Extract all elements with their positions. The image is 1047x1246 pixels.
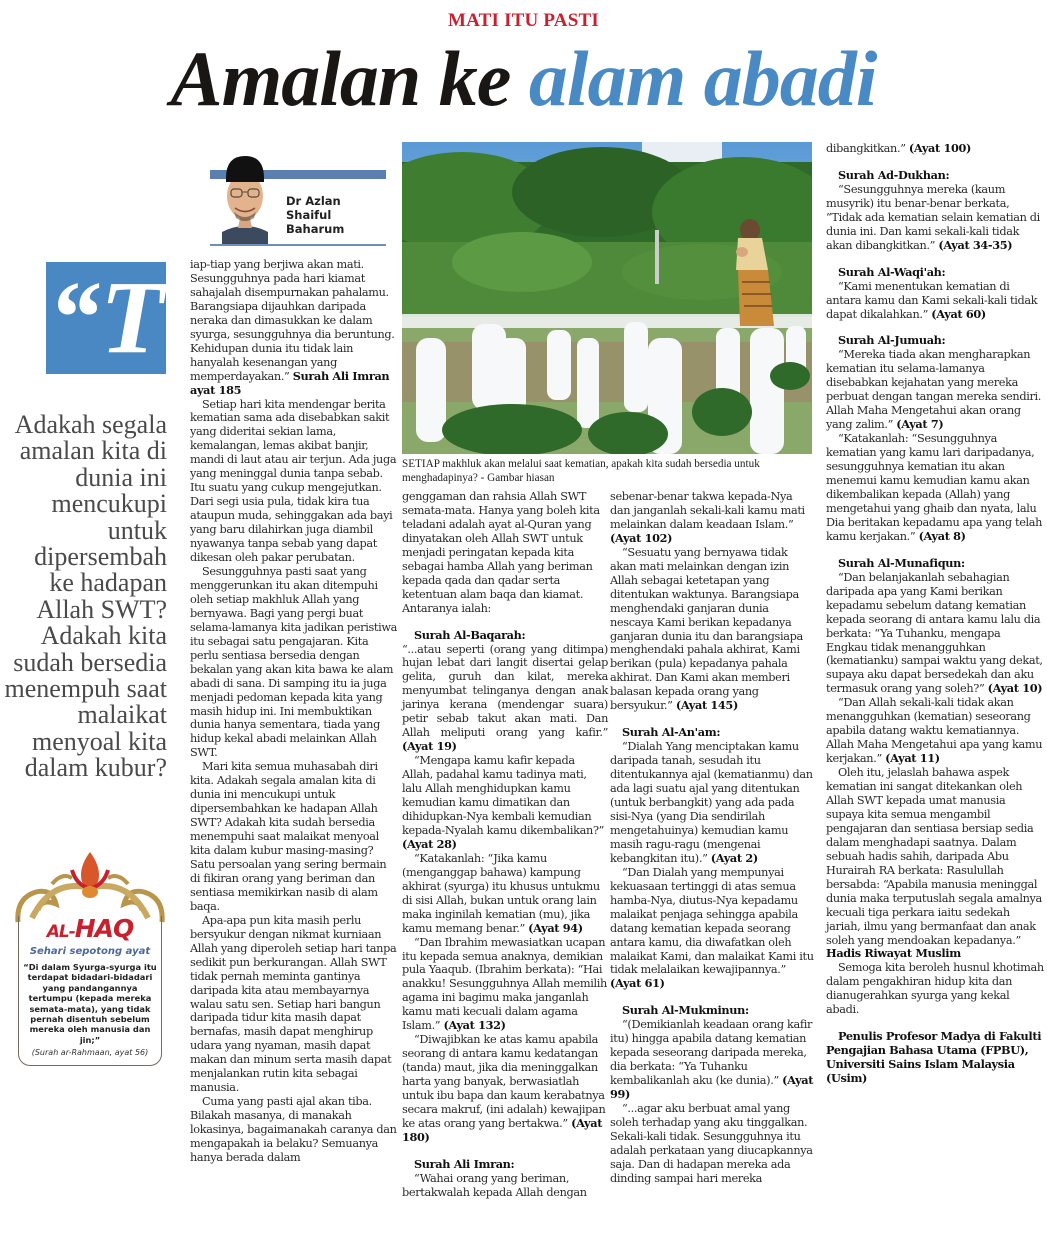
- quote-text: “Sesungguhnya mereka (kaum musyrik) itu benar-benar berkata, “Tidak ada kematian selain kematian di dunia ini. Dan kami sekali-kali tidak akan dibangkitkan.”: [826, 182, 1040, 252]
- paragraph: [190, 258, 398, 398]
- quote-text: “(Demikianlah keadaan orang kafir itu) hingga apabila datang kematian kepada seseorang daripada mereka, dia berkata: “Ya Tuhanku kembalikanlah aku (ke dunia).”: [610, 1018, 813, 1088]
- author-credit: Penulis Profesor Madya di Fakulti Pengajian Bahasa Utama (FPBU), Universiti Sains Islam Malaysia (Usim): [826, 1029, 1042, 1086]
- article-column-4: [826, 142, 1044, 1086]
- quote-text: “Dan belanjakanlah sebahagian daripada apa yang Kami berikan kepadamu sebelum datang kematian kepada seorang di antara kamu lalu dia berkata: “Ya Tuhanku, mengapa Engkau tidak menangguhkan (kematianku) sampai waktu yang dekat, supaya aku dapat bersedekah dan aku termasuk orang yang soleh?”: [826, 570, 1043, 696]
- quote-paragraph: [402, 936, 608, 1034]
- verse-reference: (Ayat 10): [987, 681, 1043, 696]
- paragraph: genggaman dan rahsia Allah SWT semata-mata. Hanya yang boleh kita teladani adalah ayat al-Quran yang dinyatakan oleh Allah SWT untuk menjadi peringatan kepada kita sebagai hamba Allah yang beriman kepada qada dan qadar serta ketentuan alam baqa dan kiamat. Antaranya ialah:: [402, 490, 600, 615]
- verse-reference: (Ayat 7): [896, 417, 944, 432]
- surah-heading: Surah Al-An'am:: [622, 725, 721, 740]
- quote-paragraph: [610, 546, 814, 713]
- photo-caption: SETIAP makhluk akan melalui saat kematian, apakah kita sudah bersedia untuk menghadapinya? - Gambar hiasan: [402, 458, 760, 484]
- quote-paragraph: [826, 280, 1044, 322]
- quote-text: “Mengapa kamu kafir kepada Allah, padahal kamu tadinya mati, lalu Allah menghidupkan kamu kemudian kamu dimatikan dan dihidupkan-Nya kembali kemudian kepada-Nyalah kamu dikembalikan?”: [402, 754, 605, 837]
- article-photo: [402, 142, 812, 454]
- surah-heading: Surah Al-Jumuah:: [838, 333, 946, 348]
- quote-text: “Dan Allah sekali-kali tidak akan menangguhkan (kematian) seseorang apabila datang waktu kematiannya. Allah Maha Mengetahui apa yang kamu kerjakan.”: [826, 696, 1043, 766]
- article-column-2: [402, 490, 608, 1200]
- quote-text: “Kami menentukan kematian di antara kamu dan Kami sekali-kali tidak dapat dikalahkan.”: [826, 279, 1038, 321]
- quote-paragraph: “...agar aku berbuat amal yang soleh terhadap yang aku tinggalkan. Sekali-kali tidak. Sesungguhnya itu adalah perkataan yang diucapkannya saja. Dan di hadapan mereka ada dinding sampai hari mereka: [610, 1102, 813, 1185]
- hadith-reference: Hadis Riwayat Muslim: [826, 946, 961, 961]
- al-haq-box: [12, 848, 168, 1070]
- verse-reference: (Ayat 11): [885, 751, 940, 766]
- headline-part-2: alam abadi: [528, 35, 877, 122]
- paragraph: Semoga kita beroleh husnul khotimah dalam pengakhiran hidup kita dan dianugerahkan syurga yang kekal abadi.: [826, 961, 1044, 1017]
- article-column-3: [610, 490, 814, 1186]
- quote-text: dibangkitkan.”: [826, 142, 906, 155]
- verse-reference: (Ayat 100): [908, 141, 972, 155]
- verse-reference: (Ayat 94): [528, 920, 583, 935]
- quote-paragraph: [826, 432, 1044, 544]
- verse-reference: Surah Ali Imran ayat 185: [190, 368, 390, 397]
- quote-paragraph: [826, 142, 1044, 156]
- quote-paragraph: [402, 852, 608, 936]
- headline-part-1: Amalan ke: [170, 35, 511, 122]
- quote-text: “Dialah Yang menciptakan kamu daripada tanah, sesudah itu ditentukannya ajal (kematianmu) dan ada lagi suatu ajal yang ditentukan (untuk berbangkit) yang ada pada sisi-Nya (yang Dia sendirilah mengetahuinya) kemudian kamu masih ragu-ragu (mengenai kebangkitan itu).”: [610, 740, 813, 865]
- verse-reference: (Ayat 34-35): [938, 237, 1013, 252]
- cemetery-photo-icon: [402, 142, 812, 454]
- quote-text: “Mereka tiada akan mengharapkan kematian itu selama-lamanya disebabkan kejahatan yang mereka perbuat dengan tangan mereka sendiri. Allah Maha Mengetahui akan orang yang zalim.”: [826, 348, 1042, 432]
- surah-heading: Surah Al-Munafiqun:: [838, 555, 965, 570]
- paragraph: Mari kita semua muhasabah diri kita. Adakah segala amalan kita di dunia ini mencukupi untuk dipersembahkan ke hadapan Allah SWT? Adakah kita sudah bersedia menempuhi saat malaikat menyoal kita dalam kubur masing-masing? Satu persoalan yang sering bermain di fikiran orang yang beriman dan sentiasa memikirkan nasib di alam baqa.: [190, 760, 387, 913]
- verse-reference: (Ayat 8): [918, 528, 966, 543]
- quote-text: “Dan Dialah yang mempunyai kekuasaan tertinggi di atas semua hamba-Nya, diutus-Nya kepadamu malaikat penjaga sehingga apabila datang kematian kepada seorang antara kamu, dia diwafatkan oleh malaikat Kami, dan malaikat Kami itu tidak melalaikan kewajipannya.”: [610, 865, 814, 977]
- al-haq-citation: (Surah ar-Rahmaan, ayat 56): [31, 1048, 149, 1057]
- verse-reference: (Ayat 180): [402, 1115, 603, 1144]
- verse-reference: (Ayat 132): [443, 1018, 506, 1033]
- al-haq-title: [12, 914, 168, 943]
- verse-reference: (Ayat 145): [675, 698, 738, 713]
- verse-reference: (Ayat 61): [610, 976, 665, 991]
- author-avatar-icon: [212, 148, 278, 244]
- dropcap-block: “T: [46, 262, 166, 374]
- quote-text: sebenar-benar takwa kepada-Nya dan janganlah sekali-kali kamu mati melainkan dalam keadaan Islam.”: [610, 490, 805, 531]
- surah-heading: Surah Al-Waqi'ah:: [838, 264, 946, 279]
- paragraph: Cuma yang pasti ajal akan tiba. Bilakah masanya, di manakah lokasinya, bagaimanakah caranya dan mengapakah ia belaku? Semuanya hanya berada dalam: [190, 1095, 397, 1164]
- paragraph-text: iap-tiap yang berjiwa akan mati. Sesungguhnya pada hari kiamat sahajalah disempurnakan pahalamu. Barangsiapa dijauhkan daripada neraka dan dimasukkan ke dalam syurga, sesungguhnya dia beruntung. Kehidupan dunia itu tidak lain hanyalah kesenangan yang memperdayakan.”: [190, 258, 395, 383]
- paragraph: Sesungguhnya pasti saat yang menggerunkan itu akan ditempuhi oleh setiap makhluk Allah yang bernyawa. Bagi yang pergi buat selama-lamanya kita jadikan peristiwa itu sebagai satu pengajaran. Kita perlu sentiasa bersedia dengan bekalan yang akan kita bawa ke alam abadi di sana. Di samping itu ia juga menjadi pedoman kepada kita yang masih hidup ini. Ini membuktikan dunia hanya sementara, tiada yang hidup kekal abadi melainkan Allah SWT.: [190, 564, 398, 760]
- quote-paragraph: [826, 348, 1044, 432]
- al-haq-title-prefix: AL-: [46, 922, 75, 942]
- verse-reference: (Ayat 60): [931, 306, 986, 321]
- pull-quote: Adakah segala amalan kita di dunia ini mencukupi untuk dipersembah ke hadapan Allah SWT? Adakah kita sudah bersedia menempuh saat malaikat menyoal kita dalam kubur?: [4, 410, 167, 783]
- quote-paragraph: [610, 740, 814, 866]
- quote-paragraph: [610, 490, 814, 546]
- quote-paragraph: “Wahai orang yang beriman, bertakwalah kepada Allah dengan: [402, 1171, 587, 1199]
- quote-text: “Sesuatu yang bernyawa tidak akan mati melainkan dengan izin Allah sebagai ketetapan yang ditentukan waktunya. Barangsiapa menghendaki ganjaran dunia nescaya Kami berikan kepadanya ganjaran dunia itu dan barangsiapa menghendaki pahala akhirat, Kami berikan (pula) kepadanya pahala akhirat. Dan Kami akan memberi balasan kepada orang yang bersyukur.”: [610, 545, 803, 713]
- article-column-1: [190, 258, 398, 1165]
- quote-paragraph: [826, 696, 1044, 766]
- author-name-line-2: Baharum: [286, 222, 345, 236]
- section-kicker: MATI ITU PASTI: [448, 10, 599, 31]
- verse-reference: (Ayat 102): [610, 530, 673, 545]
- quote-paragraph: [610, 1018, 814, 1102]
- author-name-line-1: Dr Azlan Shaiful: [286, 194, 341, 222]
- quote-text: “Diwajibkan ke atas kamu apabila seorang di antara kamu kedatangan (tanda) maut, jika dia meninggalkan harta yang banyak, berwasiatlah untuk ibu bapa dan kaum kerabatnya secara makruf, (ini adalah) kewajipan ke atas orang yang bertakwa.”: [402, 1033, 606, 1130]
- verse-reference: (Ayat 28): [402, 836, 457, 851]
- author-name: [286, 194, 386, 236]
- paragraph: Setiap hari kita mendengar berita kematian sama ada disebabkan sakit yang dideritai sekian lama, kemalangan, lemas akibat banjir, mandi di laut atau air terjun. Ada juga yang meninggal dunia tanpa sebab. Itu suatu yang cukup mengejutkan. Dari segi usia pula, tidak kira tua ataupun muda, sehinggakan ada bayi yang baru dilahirkan juga diambil nyawanya tanpa sebab yang dapat dikesan oleh pakar perubatan.: [190, 397, 397, 565]
- paragraph: [826, 766, 1044, 961]
- quote-text: “Katakanlah: “Jika kamu (menganggap bahawa) kampung akhirat (syurga) itu khusus untukmu di sisi Allah, bukan untuk orang lain maka inginilah kematian (mu), jika kamu memang benar.”: [402, 851, 600, 935]
- surah-heading: Surah Al-Baqarah:: [414, 627, 526, 642]
- quote-text: “Katakanlah: “Sesungguhnya kematian yang kamu lari daripadanya, sesungguhnya kematian itu akan menemui kamu kemudian kamu akan dikembalikan kepada (Allah) yang mengetahui yang ghaib dan nyata, lalu Dia beritakan kepadamu apa yang telah kamu kerjakan.”: [826, 432, 1043, 543]
- paragraph-text: Oleh itu, jelaslah bahawa aspek kematian ini sangat ditekankan oleh Allah SWT kepada umat manusia supaya kita semua mengambil pengajaran dan sentiasa bersiap sedia dalam menghadapi saatnya. Dalam sebuah hadis sahih, daripada Abu Hurairah RA berkata: Rasulullah bersabda: “Apabila manusia meninggal dunia maka terputuslah segala amalnya kecuali tiga perkara iaitu sedekah jariah, ilmu yang bermanfaat dan anak soleh yang mendoakan kepadanya.”: [826, 766, 1042, 947]
- quote-paragraph: [610, 866, 814, 992]
- quote-text: “Dan Ibrahim mewasiatkan ucapan itu kepada semua anaknya, demikian pula Yaaqub. (Ibrahim berkata): “Hai anakku! Sesungguhnya Allah memilih agama ini bagimu maka janganlah kamu mati kecuali dalam agama Islam.”: [402, 935, 607, 1033]
- al-haq-subtitle: Sehari sepotong ayat: [29, 946, 151, 957]
- al-haq-title-main: HAQ: [74, 914, 134, 943]
- surah-heading: Surah Ad-Dukhan:: [838, 167, 950, 182]
- paragraph: Apa-apa pun kita masih perlu bersyukur dengan nikmat kurniaan Allah yang diperoleh setiap hari tanpa sedikit pun berkurangan. Allah SWT tidak pernah meminta gantinya daripada kita atau membayarnya walau satu sen. Setiap hari bangun daripada tidur kita masih dapat bernafas, masih dapat menghirup udara yang nyaman, masih dapat makan dan minum serta masih dapat menjalankan rutin kita sebagai manusia.: [190, 913, 397, 1095]
- quote-text: “...atau seperti (orang yang ditimpa) hujan lebat dari langit disertai gelap gelita, guruh dan kilat, mereka menyumbat telinganya dengan anak jarinya kerana (mendengar suara) petir sebab takut akan mati. Dan Allah meliputi orang yang kafir.”: [402, 642, 608, 740]
- quote-paragraph: [402, 754, 608, 852]
- verse-reference: (Ayat 2): [710, 850, 758, 865]
- al-haq-verse: “Di dalam Syurga-syurga itu terdapat bidadari-bidadari yang pandangannya tertumpu (kepada mereka semata-mata), yang tidak pernah disentuh sebelum mereka oleh manusia dan jin;”: [23, 962, 157, 1045]
- article-headline: [0, 34, 1047, 124]
- quote-paragraph: [826, 183, 1044, 253]
- verse-reference: (Ayat 19): [402, 739, 457, 754]
- surah-heading: Surah Al-Mukminun:: [622, 1003, 749, 1018]
- verse-reference: (Ayat 99): [610, 1073, 814, 1102]
- author-byline: [190, 148, 386, 248]
- quote-paragraph: [402, 1033, 608, 1145]
- quote-paragraph: [402, 643, 608, 755]
- byline-bar-bottom: [210, 244, 386, 246]
- surah-heading: Surah Ali Imran:: [414, 1156, 515, 1171]
- quote-paragraph: [826, 571, 1044, 697]
